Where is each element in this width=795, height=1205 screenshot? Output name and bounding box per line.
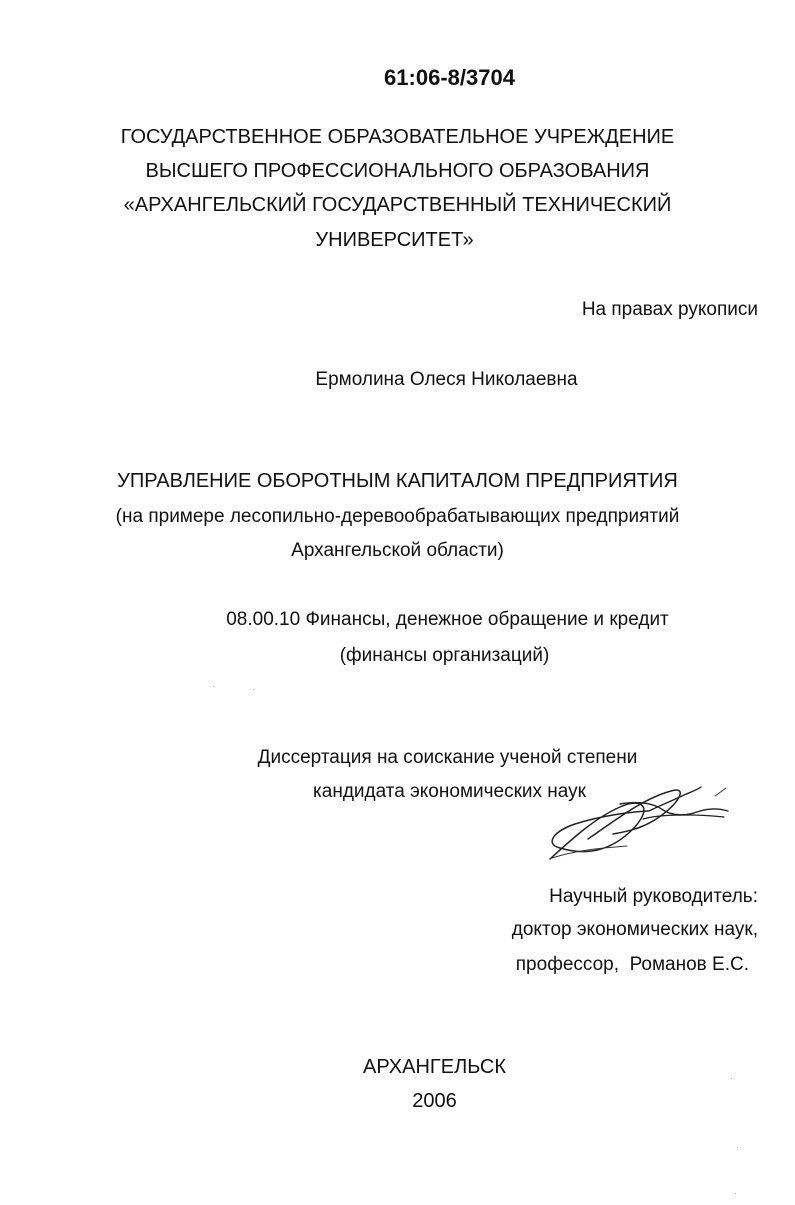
supervisor-label: Научный руководитель:	[549, 886, 758, 907]
supervisor-name: профессор, Романов Е.С.	[515, 954, 749, 975]
year: 2006	[412, 1090, 457, 1112]
scan-speck	[735, 1193, 736, 1194]
supervisor-degree: доктор экономических наук,	[511, 919, 758, 940]
city: АРХАНГЕЛЬСК	[363, 1056, 506, 1078]
degree-line-2: кандидата экономических наук	[313, 781, 586, 802]
institution-line-3: «АРХАНГЕЛЬСКИЙ ГОСУДАРСТВЕННЫЙ ТЕХНИЧЕСКИЙ	[123, 194, 672, 216]
specialty-code-line: 08.00.10 Финансы, денежное обращение и кредит	[226, 609, 669, 630]
dissertation-title-line-1: УПРАВЛЕНИЕ ОБОРОТНЫМ КАПИТАЛОМ ПРЕДПРИЯТИЯ	[117, 470, 678, 492]
archive-code: 61:06-8/3704	[384, 65, 515, 90]
institution-line-1: ГОСУДАРСТВЕННОЕ ОБРАЗОВАТЕЛЬНОЕ УЧРЕЖДЕНИЕ	[120, 126, 675, 148]
author-name: Ермолина Олеся Николаевна	[315, 369, 578, 390]
scan-speck	[737, 1147, 738, 1148]
institution-line-4: УНИВЕРСИТЕТ»	[315, 229, 474, 251]
dissertation-title-line-2: (на примере лесопильно-деревообрабатывающих предприятий	[115, 506, 680, 527]
scan-speck	[253, 689, 254, 690]
dissertation-title-line-3: Архангельской области)	[291, 540, 504, 561]
manuscript-rights: На правах рукописи	[581, 299, 758, 320]
degree-line-1: Диссертация на соискание ученой степени	[257, 747, 638, 768]
scan-speck	[213, 686, 214, 687]
scan-speck	[731, 1078, 732, 1079]
institution-line-2: ВЫСШЕГО ПРОФЕССИОНАЛЬНОГО ОБРАЗОВАНИЯ	[145, 160, 650, 182]
specialty-subline: (финансы организаций)	[339, 645, 550, 666]
handwritten-signature-icon	[542, 776, 734, 868]
